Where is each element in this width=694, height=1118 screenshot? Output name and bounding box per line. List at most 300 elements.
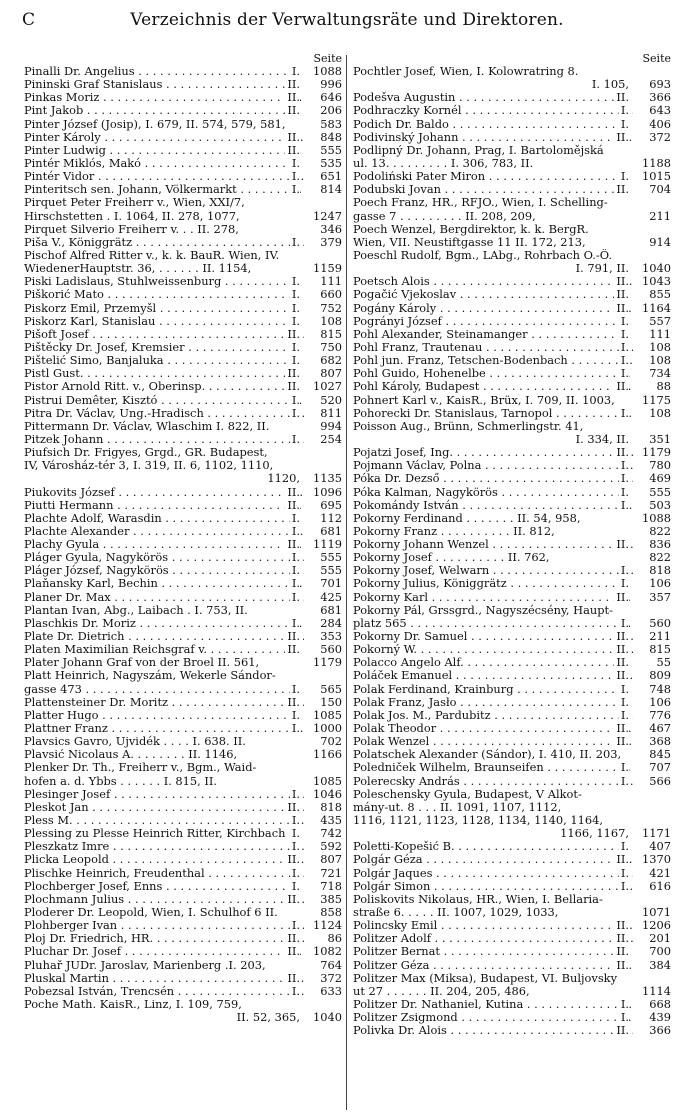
entry-page: 425 xyxy=(320,589,342,604)
entry-text: Polgár Simon . . . xyxy=(353,880,633,893)
entry-page: 681 xyxy=(320,602,342,617)
entry-page: 682 xyxy=(320,353,342,368)
entry-volume: II. xyxy=(287,944,300,959)
entry-text: Poetsch Alois . . . xyxy=(353,275,633,288)
index-entry xyxy=(24,972,342,985)
entry-volume: I. xyxy=(620,169,629,184)
entry-page: 780 xyxy=(649,458,671,473)
entry-text: Pokorný W. . . . xyxy=(353,643,633,656)
entry-page: 914 xyxy=(649,234,671,249)
entry-text: Plattensteiner Dr. Moritz . . . xyxy=(24,696,304,709)
entry-text: Pitzek Johann . . . xyxy=(24,433,304,446)
entry-text: Podich Dr. Baldo . . . xyxy=(353,118,633,131)
entry-volume: II. xyxy=(616,1023,629,1038)
entry-page: 560 xyxy=(320,642,342,657)
entry-page: 811 xyxy=(320,405,342,420)
entry-volume: I. xyxy=(620,313,629,328)
entry-page: 108 xyxy=(649,353,671,368)
entry-volume: II. xyxy=(287,931,300,946)
entry-volume: II. xyxy=(616,655,629,670)
entry-text: Pistl Gust. . . . xyxy=(24,367,304,380)
entry-text: Poláček Emanuel . . . xyxy=(353,669,633,682)
entry-page: 1114 xyxy=(642,983,671,998)
entry-text: Pogrányi József . . . xyxy=(353,315,633,328)
entry-page: 818 xyxy=(649,563,671,578)
entry-page: 616 xyxy=(649,878,671,893)
entry-page: 718 xyxy=(320,878,342,893)
entry-page: 764 xyxy=(320,957,342,972)
entry-page: 1188 xyxy=(642,155,671,170)
entry-text: Piufsich Dr. Frigyes, Grgd., GR. Budapest, xyxy=(24,446,268,460)
entry-text: Polak Wenzel . . . xyxy=(353,735,633,748)
entry-page: 108 xyxy=(649,405,671,420)
entry-page: 807 xyxy=(320,852,342,867)
entry-page: 1085 xyxy=(313,707,342,722)
entry-text: Plicka Leopold . . . xyxy=(24,853,304,866)
entry-page: 1159 xyxy=(313,261,342,276)
entry-volume: I. xyxy=(291,681,300,696)
entry-volume: I. xyxy=(291,878,300,893)
entry-text: Polerecsky András . . . xyxy=(353,775,633,788)
index-entry xyxy=(24,683,342,696)
entry-page: 1179 xyxy=(642,445,671,460)
entry-text: Poledniček Wilhelm, Braunseifen . . . xyxy=(353,761,633,774)
entry-volume: II. xyxy=(616,957,629,972)
entry-volume: II. xyxy=(616,629,629,644)
index-entry xyxy=(24,433,342,446)
entry-volume: I. xyxy=(620,576,629,591)
entry-volume: I. xyxy=(620,563,629,578)
entry-page: 379 xyxy=(320,234,342,249)
page-header xyxy=(22,10,672,34)
entry-volume: I. xyxy=(291,431,300,446)
seite-heading-left: Seite xyxy=(313,52,342,65)
entry-page: 108 xyxy=(649,339,671,354)
index-entry xyxy=(24,867,342,880)
index-entry xyxy=(24,959,342,972)
entry-volume: I. xyxy=(291,786,300,801)
index-entry xyxy=(353,801,671,814)
index-entry xyxy=(353,880,671,893)
entry-page: 211 xyxy=(649,208,671,223)
entry-page: 700 xyxy=(649,944,671,959)
entry-volume: I. xyxy=(291,813,300,828)
entry-page: 660 xyxy=(320,287,342,302)
index-entry xyxy=(24,486,342,499)
entry-page: 372 xyxy=(320,970,342,985)
entry-volume: II. xyxy=(287,142,300,157)
index-entry xyxy=(353,288,671,301)
entry-volume: II. xyxy=(287,537,300,552)
entry-text: Poche Math. KaisR., Linz, I. 109, 759, xyxy=(24,997,242,1011)
entry-page: 421 xyxy=(649,865,671,880)
entry-text: Pokorny Josef, Welwarn . . . xyxy=(353,564,633,577)
entry-text: Pobezsal István, Trencsén . . . xyxy=(24,985,304,998)
entry-text: Pokorny Ferdinand . . . . . . . II. 54, 958, xyxy=(353,511,581,525)
entry-text: Pohnert Karl v., KaisR., Brüx, I. 709, II. 1003, xyxy=(353,393,615,407)
entry-volume: II. xyxy=(287,90,300,105)
entry-text: Pistor Arnold Ritt. v., Oberinsp. . . . xyxy=(24,380,304,393)
index-entry xyxy=(353,669,671,682)
entry-page: 435 xyxy=(320,813,342,828)
entry-page: 646 xyxy=(320,90,342,105)
index-entry xyxy=(24,472,342,485)
index-entry xyxy=(24,223,342,236)
index-entry xyxy=(353,183,671,196)
entry-page: 996 xyxy=(320,77,342,92)
entry-text: Polacco Angelo Alf. . . . xyxy=(353,656,633,669)
index-entry xyxy=(24,748,342,761)
entry-page: 385 xyxy=(320,891,342,906)
index-entry xyxy=(353,407,671,420)
entry-volume: II. xyxy=(287,379,300,394)
index-entry xyxy=(24,722,342,735)
index-entry xyxy=(24,420,342,433)
entry-volume: I. xyxy=(291,576,300,591)
entry-text: Pinalli Dr. Angelius . . . xyxy=(24,65,304,78)
entry-text: Pogačić Vjekoslav . . . xyxy=(353,288,633,301)
entry-volume: I. xyxy=(620,471,629,486)
entry-page: 211 xyxy=(649,629,671,644)
entry-text: Pitra Dr. Václav, Ung.-Hradisch . . . xyxy=(24,407,304,420)
index-entry xyxy=(24,196,342,209)
entry-text: Pint Jakob . . . xyxy=(24,104,304,117)
entry-text: Wien, VII. Neustiftgasse 11 II. 172, 213, xyxy=(353,235,586,249)
entry-page: 469 xyxy=(649,471,671,486)
index-entry xyxy=(24,144,342,157)
index-entry xyxy=(24,985,342,998)
entry-text: Pistrui Demêter, Kisztó . . . xyxy=(24,394,304,407)
entry-text: Pininski Graf Stanislaus . . . xyxy=(24,78,304,91)
entry-volume: II. xyxy=(287,326,300,341)
entry-text: Plachte Alexander . . . xyxy=(24,525,304,538)
entry-page: 111 xyxy=(320,274,342,289)
entry-volume: II. xyxy=(616,918,629,933)
index-entry xyxy=(24,446,342,459)
entry-text: Pokorny Karl . . . xyxy=(353,591,633,604)
entry-volume: II. xyxy=(287,629,300,644)
entry-volume: I. xyxy=(620,996,629,1011)
entry-volume: I. xyxy=(291,707,300,722)
entry-page: 555 xyxy=(320,550,342,565)
entry-text: Pohl Franz, Trautenau . . . xyxy=(353,341,633,354)
index-entry xyxy=(24,118,342,131)
index-entry xyxy=(24,853,342,866)
entry-text: IV, Városház-tér 3, I. 319, II. 6, 1102, 1110, xyxy=(24,459,274,473)
entry-page: 368 xyxy=(649,734,671,749)
entry-text: Plaňansky Karl, Bechin . . . xyxy=(24,577,304,590)
entry-volume: I. xyxy=(620,339,629,354)
entry-volume: I. xyxy=(291,615,300,630)
entry-volume: I. xyxy=(291,169,300,184)
index-entry xyxy=(353,893,671,906)
entry-page: 1175 xyxy=(642,392,671,407)
entry-page: 1119 xyxy=(313,537,342,552)
index-entry xyxy=(353,761,671,774)
index-entry xyxy=(353,236,671,249)
entry-page: 704 xyxy=(649,182,671,197)
entry-text: Pojmann Václav, Polna . . . xyxy=(353,459,633,472)
entry-text: Politzer Adolf . . . xyxy=(353,932,633,945)
entry-text: Piukovits József . . . xyxy=(24,486,304,499)
entry-volume: I. xyxy=(620,484,629,499)
entry-volume: I. xyxy=(291,64,300,78)
entry-volume: II. xyxy=(616,182,629,197)
entry-volume: II. xyxy=(287,366,300,381)
entry-page: 1082 xyxy=(313,944,342,959)
entry-volume: II. xyxy=(287,484,300,499)
entry-volume: II. xyxy=(616,931,629,946)
index-entry xyxy=(353,577,671,590)
entry-page: 855 xyxy=(649,287,671,302)
entry-page: 1000 xyxy=(313,721,342,736)
entry-text: Podivinský Johann . . . xyxy=(353,131,633,144)
index-entry xyxy=(24,735,342,748)
entry-page: 406 xyxy=(649,116,671,131)
entry-volume: II. xyxy=(616,379,629,394)
index-entry xyxy=(24,788,342,801)
entry-text: Polgár Géza . . . xyxy=(353,853,633,866)
entry-text: Plohberger Ivan . . . xyxy=(24,919,304,932)
index-entry xyxy=(353,972,671,985)
index-entry xyxy=(353,788,671,801)
entry-text: Platter Hugo . . . xyxy=(24,709,304,722)
entry-text: Pokorny Johann Wenzel . . . xyxy=(353,538,633,551)
entry-page: 503 xyxy=(649,497,671,512)
index-entry xyxy=(24,249,342,262)
entry-volume: I. xyxy=(291,339,300,354)
entry-page: 555 xyxy=(320,142,342,157)
entry-page: 818 xyxy=(320,799,342,814)
entry-volume: II. xyxy=(616,537,629,552)
entry-page: 555 xyxy=(320,563,342,578)
entry-volume: II. xyxy=(616,300,629,315)
index-entry xyxy=(353,223,671,236)
index-entry xyxy=(353,696,671,709)
index-entry xyxy=(353,210,671,223)
entry-page: 112 xyxy=(320,510,342,525)
entry-text: Pluhař JUDr. Jaroslav, Marienberg .I. 203, xyxy=(24,958,266,972)
entry-volume: II. xyxy=(287,642,300,657)
index-entry xyxy=(353,499,671,512)
entry-page: 1015 xyxy=(642,169,671,184)
entry-text: Plattner Franz . . . xyxy=(24,722,304,735)
entry-text: Polgár Jaques . . . xyxy=(353,867,633,880)
entry-page: 520 xyxy=(320,392,342,407)
entry-page: 1164 xyxy=(642,300,671,315)
entry-page: 357 xyxy=(649,589,671,604)
entry-volume: I. xyxy=(620,878,629,893)
entry-page: 565 xyxy=(320,681,342,696)
index-entry xyxy=(353,683,671,696)
entry-page: 467 xyxy=(649,721,671,736)
entry-volume: I. xyxy=(291,313,300,328)
entry-page: 734 xyxy=(649,366,671,381)
entry-volume: I. xyxy=(291,721,300,736)
entry-text: straße 6. . . . . II. 1007, 1029, 1033, xyxy=(353,906,559,919)
entry-text: Poleschensky Gyula, Budapest, V Alkot- xyxy=(353,787,582,801)
entry-text: Pištelić Simo, Banjaluka . . . xyxy=(24,354,304,367)
entry-volume: I. xyxy=(620,103,629,118)
entry-text: Pirquet Peter Freiherr v., Wien, XXI/7, xyxy=(24,196,245,210)
entry-page: 681 xyxy=(320,523,342,538)
column-divider xyxy=(346,55,347,1110)
entry-text: Pischof Alfred Ritter v., k. k. BauR. Wien, IV. xyxy=(24,248,280,262)
entry-volume: I. xyxy=(291,839,300,854)
entry-volume: I. xyxy=(620,694,629,709)
index-entry xyxy=(24,288,342,301)
entry-volume: I. xyxy=(291,155,300,170)
index-entry xyxy=(24,656,342,669)
entry-page: 1046 xyxy=(313,786,342,801)
entry-volume: I. xyxy=(291,405,300,420)
entry-page: 836 xyxy=(649,537,671,552)
entry-page: 557 xyxy=(649,313,671,328)
entry-volume: I. 791, II. xyxy=(575,261,629,276)
entry-page: 815 xyxy=(320,326,342,341)
entry-text: Polatschek Alexander (Sándor), I. 410, II. 203, xyxy=(353,748,622,762)
entry-volume: II. xyxy=(287,799,300,814)
entry-volume: I. xyxy=(291,353,300,368)
entry-page: 994 xyxy=(320,418,342,433)
entry-text: WiedenerHauptstr. 36, . . . . . . II. 1154, xyxy=(24,262,252,276)
entry-volume: I. xyxy=(620,458,629,473)
entry-page: 750 xyxy=(320,339,342,354)
entry-text: Polak Theodor . . . xyxy=(353,722,633,735)
entry-text: Piša V., Königgrätz . . . xyxy=(24,236,304,249)
entry-text: Planer Dr. Max . . . xyxy=(24,591,304,604)
entry-page: 106 xyxy=(649,576,671,591)
entry-volume: I. xyxy=(291,826,300,841)
entry-page: 858 xyxy=(320,905,342,919)
entry-volume: I. xyxy=(620,366,629,381)
entry-text: Poeschl Rudolf, Bgm., LAbg., Rohrbach O.-Ö. xyxy=(353,248,613,262)
entry-volume: II. xyxy=(287,694,300,709)
entry-text: Póka Dr. Dezső . . . xyxy=(353,472,633,485)
index-entry xyxy=(24,696,342,709)
entry-volume: I. xyxy=(291,983,300,998)
entry-page: 776 xyxy=(649,707,671,722)
index-entry xyxy=(24,302,342,315)
entry-page: 384 xyxy=(649,957,671,972)
entry-page: 848 xyxy=(320,129,342,144)
index-entry xyxy=(353,394,671,407)
entry-text: Pokomándy István . . . xyxy=(353,499,633,512)
index-entry xyxy=(353,591,671,604)
entry-text: Pištěcky Dr. Josef, Kremsier . . . xyxy=(24,341,304,354)
entry-volume: II. xyxy=(616,721,629,736)
entry-page: 407 xyxy=(649,839,671,854)
entry-text: Pokorny Pál, Grssgrd., Nagyszécsény, Haupt- xyxy=(353,603,613,617)
entry-text: Plessing zu Plesse Heinrich Ritter, Kirchbach . . . xyxy=(24,827,304,840)
entry-text: Pohl jun. Franz, Tetschen-Bodenbach . . . xyxy=(353,354,633,367)
entry-text: Pohorecki Dr. Stanislaus, Tarnopol . . . xyxy=(353,407,633,420)
index-entry xyxy=(353,959,671,972)
entry-text: Pinter József (Josip), I. 679, II. 574, 579, 581, xyxy=(24,117,286,131)
entry-text: Pirquet Silverio Freiherr v. . . II. 278, xyxy=(24,222,239,236)
entry-volume: I. xyxy=(291,865,300,880)
entry-text: Podubski Jovan . . . xyxy=(353,183,633,196)
entry-page: 1370 xyxy=(642,852,671,867)
index-entry xyxy=(24,893,342,906)
entry-volume: I. xyxy=(620,681,629,696)
entry-text: Polincsky Emil . . . xyxy=(353,919,633,932)
entry-text: Plesinger Josef . . . xyxy=(24,788,304,801)
index-entry xyxy=(353,131,671,144)
entry-page: 707 xyxy=(649,760,671,775)
index-entry xyxy=(24,761,342,774)
entry-text: mány-ut. 8 . . . II. 1091, 1107, 1112, xyxy=(353,800,562,814)
entry-volume: I. xyxy=(291,510,300,525)
entry-text: Plater Johann Graf von der Broel II. 561, xyxy=(24,656,260,670)
entry-page: 1040 xyxy=(313,1010,342,1025)
entry-text: Poisson Aug., Brünn, Schmerlingstr. 41, xyxy=(353,419,584,433)
entry-page: 693 xyxy=(649,77,671,92)
entry-volume: II. xyxy=(616,668,629,683)
entry-page: 201 xyxy=(649,931,671,946)
entry-volume: I. xyxy=(291,550,300,565)
index-entry xyxy=(353,104,671,117)
entry-page: 742 xyxy=(320,826,342,841)
entry-text: Pleskot Jan . . . xyxy=(24,801,304,814)
entry-volume: I. xyxy=(620,353,629,368)
index-entry xyxy=(24,669,342,682)
entry-text: Politzer Géza . . . xyxy=(353,959,633,972)
entry-text: Pokorny Dr. Samuel . . . xyxy=(353,630,633,643)
entry-page: 55 xyxy=(656,655,671,670)
entry-volume: II. xyxy=(616,274,629,289)
entry-volume: I. xyxy=(620,116,629,131)
entry-volume: II. xyxy=(616,852,629,867)
entry-text: Ploderer Dr. Leopold, Wien, I. Schulhof 6 II. xyxy=(24,906,278,919)
entry-text: Pinter Ludwig . . . xyxy=(24,144,304,157)
right-column xyxy=(353,53,671,1111)
entry-page: 815 xyxy=(649,642,671,657)
entry-text: Piutti Hermann . . . xyxy=(24,499,304,512)
index-entry xyxy=(24,1011,342,1024)
index-entry xyxy=(353,144,671,157)
entry-text: Piskorz Karl, Stanislau . . . xyxy=(24,315,304,328)
index-entry xyxy=(24,210,342,223)
entry-page: 1027 xyxy=(313,379,342,394)
entry-text: Pišoft Josef . . . xyxy=(24,328,304,341)
entry-text: Pluskal Martin . . . xyxy=(24,972,304,985)
entry-page: 1247 xyxy=(313,208,342,223)
entry-page: 807 xyxy=(320,366,342,381)
entry-page: 752 xyxy=(320,300,342,315)
index-entry xyxy=(353,486,671,499)
index-entry xyxy=(353,196,671,209)
entry-text: 1116, 1121, 1123, 1128, 1134, 1140, 1164, xyxy=(353,814,603,828)
entry-text: Plochmann Julius . . . xyxy=(24,893,304,906)
entry-text: Pohl Alexander, Steinamanger . . . xyxy=(353,328,633,341)
entry-text: Podhraczky Kornél . . . xyxy=(353,104,633,117)
entry-volume: II. xyxy=(616,90,629,105)
index-entry xyxy=(353,945,671,958)
entry-page: 1166 xyxy=(313,747,342,762)
entry-text: gasse 473 . . . xyxy=(24,683,304,696)
index-entry xyxy=(24,183,342,196)
entry-text: Podešva Augustin . . . xyxy=(353,91,633,104)
entry-page: 748 xyxy=(649,681,671,696)
entry-volume: I. xyxy=(620,839,629,854)
entry-text: Plischke Heinrich, Freudenthal . . . xyxy=(24,867,304,880)
entry-page: 1040 xyxy=(642,261,671,276)
entry-text: Platt Heinrich, Nagyszám, Wekerle Sándor- xyxy=(24,669,276,683)
entry-text: Politzer Max (Miksa), Budapest, VI. Buljovsky xyxy=(353,971,618,985)
entry-text: Pokorny Josef . . . . . . . . . . II. 762, xyxy=(353,551,550,565)
entry-page: 439 xyxy=(649,1010,671,1025)
